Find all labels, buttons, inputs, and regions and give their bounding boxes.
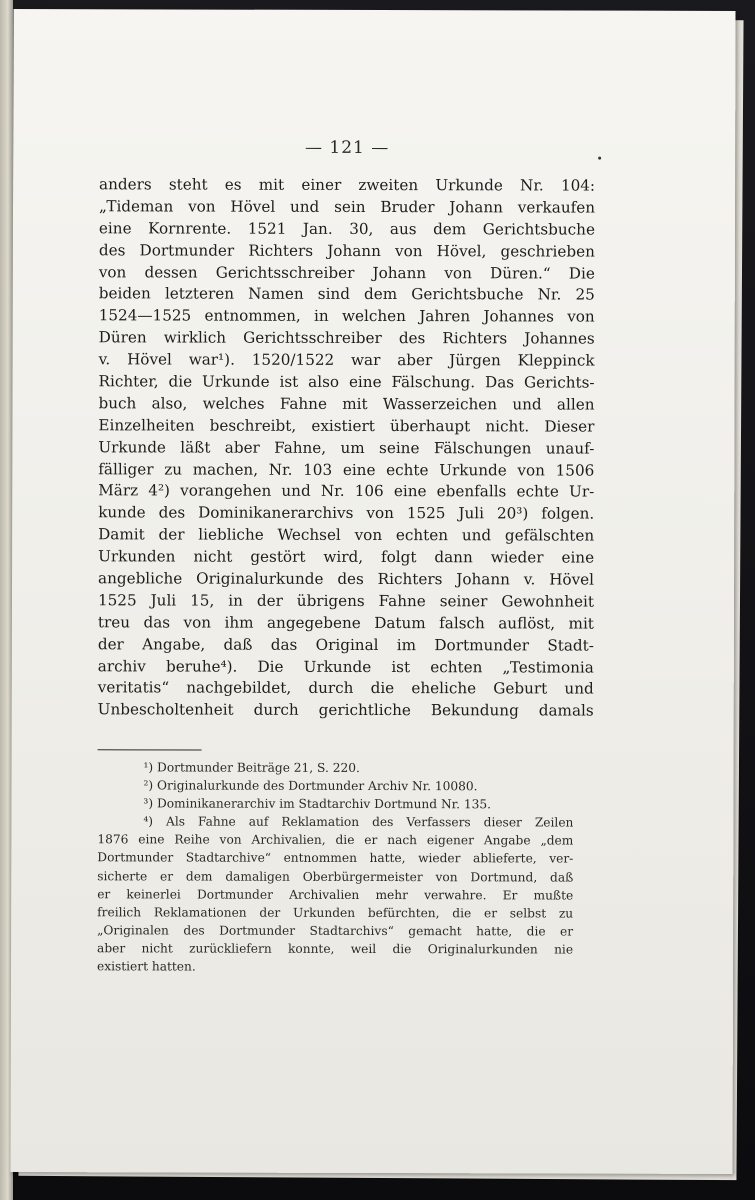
body-line: Richter, die Urkunde ist also eine Fälschung. Das Gerichts- [98, 372, 595, 392]
body-line: veritatis“ nachgebildet, durch die eheliche Geburt und [97, 678, 594, 699]
footnotes [97, 758, 574, 976]
body-line: archiv beruhe⁴). Die Urkunde ist echten „Testimonia [97, 656, 594, 677]
body-line: von dessen Gerichtsschreiber Johann von Düren.“ Die [98, 262, 595, 283]
footnote-4-line: „Originalen des Dortmunder Stadtarchivs“ gemacht hatte, die er [97, 923, 574, 939]
footnote-4-line: freilich Reklamationen der Urkunden befürchten, die er selbst zu [97, 905, 574, 921]
body-line: fälliger zu machen, Nr. 103 eine echte Urkunde von 1506 [98, 459, 595, 480]
footnote-4-line: ⁴) Als Fahne auf Reklamation des Verfassers dieser Zeilen [143, 814, 574, 830]
body-line: Urkunde läßt aber Fahne, um seine Fälschungen unauf- [98, 437, 595, 458]
body-line: kunde des Dominikanerarchivs von 1525 Juli 20³) folgen. [98, 503, 595, 523]
body-line: angebliche Originalurkunde des Richters Johann v. Hövel [98, 569, 595, 589]
footnote-4-line: Dortmunder Stadtarchive“ entnommen hatte, wieder ablieferte, ver- [97, 850, 574, 866]
body-line: März 4²) vorangehen und Nr. 106 eine ebenfalls echte Ur- [98, 481, 595, 502]
ink-speck [598, 157, 601, 160]
body-line: „Tideman von Hövel und sein Bruder Johann verkaufen [98, 197, 596, 217]
page-number: — 121 — [304, 137, 390, 159]
body-line: beiden letzteren Namen sind dem Gerichtsbuche Nr. 25 [98, 284, 595, 305]
body-text [98, 174, 595, 723]
page-content [96, 9, 596, 974]
body-line: des Dortmunder Richters Johann von Hövel, geschrieben [98, 240, 595, 261]
body-line: Düren wirklich Gerichtsschreiber des Richters Johannes [98, 328, 595, 348]
body-line: Damit der liebliche Wechsel von echten und gefälschten [98, 525, 595, 545]
body-line: anders steht es mit einer zweiten Urkunde Nr. 104: [99, 175, 596, 195]
footnote-3: ³) Dominikanerarchiv im Stadtarchiv Dortmund Nr. 135. [143, 796, 492, 812]
body-line: Einzelheiten beschreibt, existiert überhaupt nicht. Dieser [98, 416, 595, 436]
body-line: treu das von ihm angegebene Datum falsch auflöst, mit [97, 613, 594, 633]
body-line: der Angabe, daß das Original im Dortmunder Stadt- [97, 634, 594, 655]
body-line: Urkunden nicht gestört wird, folgt dann wieder eine [98, 547, 595, 567]
footnote-4-line: aber nicht zurückliefern konnte, weil die Originalurkunden nie [97, 941, 574, 957]
footnote-4-line: sicherte er dem damaligen Oberbürgermeister von Dortmund, daß [97, 868, 574, 885]
body-line: Unbescholtenheit durch gerichtliche Bekundung damals [97, 700, 594, 720]
body-line: v. Hövel war¹). 1520/1522 war aber Jürgen Kleppinck [98, 350, 595, 370]
footnote-4-line: existiert hatten. [96, 959, 196, 974]
body-line: 1525 Juli 15, in der übrigens Fahne seiner Gewohnheit [97, 591, 594, 611]
book-page [10, 9, 735, 1174]
body-line: buch also, welches Fahne mit Wasserzeichen und allen [98, 394, 595, 414]
body-line: eine Kornrente. 1521 Jan. 30, aus dem Gerichtsbuche [98, 219, 595, 239]
footnote-separator [98, 749, 202, 750]
footnote-1: ¹) Dortmunder Beiträge 21, S. 220. [143, 760, 360, 775]
body-line: 1524—1525 entnommen, in welchen Jahren Johannes von [98, 306, 595, 326]
footnote-2: ²) Originalurkunde des Dortmunder Archiv Nr. 10080. [143, 778, 478, 794]
footnote-4-line: 1876 eine Reihe von Archivalien, die er nach eigener Angabe „dem [97, 832, 574, 848]
footnote-4-line: er keinerlei Dortmunder Archivalien mehr verwahre. Er mußte [97, 886, 574, 903]
